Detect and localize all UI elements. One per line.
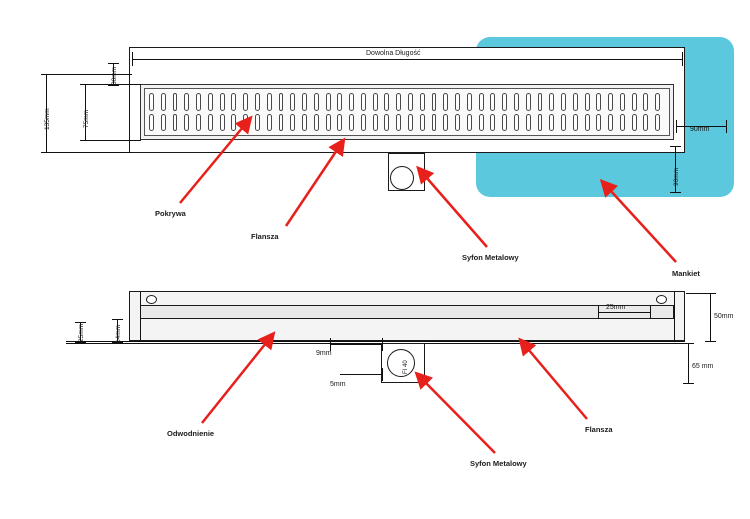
dim-50-tick-b bbox=[705, 341, 716, 342]
grate-slot bbox=[526, 93, 531, 111]
grate-slot bbox=[279, 93, 284, 111]
grate-slot bbox=[208, 93, 213, 111]
grate-slot bbox=[432, 114, 437, 132]
dim-90-height-tick-bot bbox=[670, 192, 681, 193]
grate-slot bbox=[220, 93, 225, 111]
grate-slot bbox=[573, 93, 578, 111]
grate-slot bbox=[420, 114, 425, 132]
grate-slot bbox=[479, 114, 484, 132]
dim-25-right-tick-l bbox=[598, 306, 599, 319]
dim-30-tick-top bbox=[108, 63, 119, 64]
dim-5-line bbox=[340, 374, 382, 375]
grate-slot bbox=[455, 114, 460, 132]
callout-syfon-metalowy: Syfon Metalowy bbox=[462, 253, 519, 262]
dim-9-line bbox=[330, 344, 382, 345]
dim-90-height-tick-top bbox=[670, 146, 681, 147]
dim-9-label: 9mm bbox=[316, 350, 332, 357]
dim-5-tick-r bbox=[382, 368, 383, 381]
callout-pokrywa: Pokrywa bbox=[155, 209, 186, 218]
top-length-dim-tick-right bbox=[682, 52, 683, 66]
dim-90-height-label: 90mm bbox=[673, 167, 680, 186]
grate-slot bbox=[161, 114, 166, 132]
dim-25-right-label: 25mm bbox=[606, 304, 626, 311]
grate-slot bbox=[585, 114, 590, 132]
callout-odwodnienie: Odwodnienie bbox=[167, 429, 215, 438]
grate-slot bbox=[396, 93, 401, 111]
side-bottom-plate bbox=[66, 341, 685, 342]
dim-50-label: 50mm bbox=[714, 313, 734, 320]
dim-75-ext-bot bbox=[85, 140, 141, 141]
side-syfon-fi-label: FI 40 bbox=[403, 360, 409, 374]
grate-slot bbox=[361, 114, 366, 132]
grate-slot bbox=[608, 114, 613, 132]
callout-syfon-metalowy-2: Syfon Metalowy bbox=[470, 459, 527, 468]
grate-slot bbox=[443, 93, 448, 111]
grate-slot bbox=[490, 93, 495, 111]
grate-slot bbox=[479, 93, 484, 111]
grate-slot bbox=[502, 114, 507, 132]
dim-5-label: 5mm bbox=[330, 381, 346, 388]
dim-65-tick-t bbox=[683, 343, 694, 344]
grate-slot bbox=[467, 114, 472, 132]
grate-slot bbox=[538, 93, 543, 111]
grate-slot bbox=[585, 93, 590, 111]
grate-slot bbox=[267, 93, 272, 111]
grate-slot bbox=[549, 93, 554, 111]
dim-30-label: 30mm bbox=[111, 66, 118, 85]
grate-slot bbox=[314, 93, 319, 111]
dim-25-left-tick-t bbox=[75, 322, 86, 323]
dim-135-ext-bot bbox=[46, 152, 132, 153]
grate-slot bbox=[208, 114, 213, 132]
mounting-hole-left bbox=[146, 295, 157, 304]
dim-90-mankiet-label: 90mm bbox=[690, 126, 710, 133]
grate-slot bbox=[279, 114, 284, 132]
side-channel-inner-bar bbox=[140, 305, 674, 319]
top-length-dim-line bbox=[132, 59, 682, 60]
grate-slot bbox=[243, 114, 248, 132]
grate-slot bbox=[290, 93, 295, 111]
grate-slot bbox=[396, 114, 401, 132]
grate-slot bbox=[220, 114, 225, 132]
grate-slot bbox=[620, 114, 625, 132]
dim-90-mankiet-tick-l bbox=[676, 120, 677, 133]
grate-slot bbox=[514, 114, 519, 132]
grate-slot bbox=[337, 114, 342, 132]
grate-slot bbox=[267, 114, 272, 132]
grate-slot bbox=[302, 93, 307, 111]
grate-slot bbox=[549, 114, 554, 132]
grate-slot bbox=[632, 114, 637, 132]
dim-50-ext-t bbox=[686, 293, 712, 294]
grate-slot bbox=[173, 114, 178, 132]
grate-slot bbox=[149, 93, 154, 111]
dim-65-label: 65 mm bbox=[692, 363, 714, 370]
arrow-syfon-2 bbox=[425, 382, 495, 453]
dim-25-left-tick-b bbox=[75, 342, 86, 343]
grate-slot bbox=[196, 93, 201, 111]
callout-flansza: Flansza bbox=[251, 232, 279, 241]
callout-mankiet: Mankiet bbox=[672, 269, 700, 278]
syfon-top-circle bbox=[390, 166, 414, 190]
grate-slot bbox=[184, 114, 189, 132]
dim-14-tick-t bbox=[112, 319, 123, 320]
dim-135-ext-top bbox=[46, 74, 132, 75]
grate-slot bbox=[643, 93, 648, 111]
grate-slot bbox=[514, 93, 519, 111]
grate-slot bbox=[632, 93, 637, 111]
grate-slot bbox=[655, 114, 660, 132]
dim-9-tick-r bbox=[382, 338, 383, 351]
grate-slot bbox=[349, 93, 354, 111]
dim-25-right-line bbox=[598, 312, 650, 313]
grate-slot bbox=[526, 114, 531, 132]
grate-slot bbox=[467, 93, 472, 111]
grate-slot bbox=[337, 93, 342, 111]
dim-14-label: 14mm bbox=[115, 324, 122, 343]
dim-25-left-label: 25mm bbox=[78, 323, 85, 342]
grate-slot bbox=[608, 93, 613, 111]
grate-slot bbox=[596, 114, 601, 132]
grate-slot bbox=[443, 114, 448, 132]
grate-slot bbox=[573, 114, 578, 132]
grate-slot bbox=[326, 93, 331, 111]
grate-slot bbox=[502, 93, 507, 111]
grate-slot bbox=[561, 93, 566, 111]
grate-slot bbox=[373, 114, 378, 132]
grate-slot bbox=[561, 114, 566, 132]
dim-50-line bbox=[710, 293, 711, 341]
side-syfon-circle bbox=[387, 349, 415, 377]
mounting-hole-right bbox=[656, 295, 667, 304]
grate-slot bbox=[161, 93, 166, 111]
grate-slot bbox=[302, 114, 307, 132]
grate-slot bbox=[420, 93, 425, 111]
dim-65-line bbox=[688, 343, 689, 383]
dim-30-tick-bot bbox=[108, 85, 119, 86]
grate-slot bbox=[290, 114, 295, 132]
callout-flansza-2: Flansza bbox=[585, 425, 613, 434]
grate-slot bbox=[196, 114, 201, 132]
grate-slot bbox=[373, 93, 378, 111]
top-length-dim-tick-left bbox=[132, 52, 133, 66]
grate-slot bbox=[490, 114, 495, 132]
top-length-label: Dowolna Długość bbox=[366, 50, 421, 57]
grate-slot bbox=[361, 93, 366, 111]
grate-slot bbox=[255, 93, 260, 111]
grate-slot bbox=[384, 93, 389, 111]
grate-slot bbox=[326, 114, 331, 132]
grate-slot bbox=[432, 93, 437, 111]
grate-slot bbox=[231, 93, 236, 111]
side-right-lip bbox=[674, 291, 675, 341]
arrow-odwodnienie bbox=[202, 343, 266, 423]
grate-slot bbox=[314, 114, 319, 132]
grate-slot bbox=[231, 114, 236, 132]
grate-slot bbox=[538, 114, 543, 132]
dim-75-label: 75mm bbox=[83, 109, 90, 128]
grate-slot bbox=[596, 93, 601, 111]
grate-slot bbox=[655, 93, 660, 111]
dim-135-label: 135mm bbox=[44, 108, 51, 130]
grate-slot bbox=[408, 114, 413, 132]
grate-slot bbox=[255, 114, 260, 132]
grate-slot bbox=[620, 93, 625, 111]
grate-slot bbox=[349, 114, 354, 132]
grate-slot bbox=[455, 93, 460, 111]
grate-slot bbox=[643, 114, 648, 132]
dim-90-mankiet-tick-r bbox=[726, 120, 727, 133]
side-left-lip bbox=[140, 291, 141, 341]
grate-slot bbox=[243, 93, 248, 111]
grate-slot bbox=[384, 114, 389, 132]
arrow-flansza-2 bbox=[528, 349, 587, 419]
arrow-flansza bbox=[286, 150, 337, 226]
dim-65-tick-b bbox=[683, 383, 694, 384]
grate-slot bbox=[408, 93, 413, 111]
dim-25-right-tick-r bbox=[650, 306, 651, 319]
grate-slot bbox=[173, 93, 178, 111]
arrow-mankiet bbox=[610, 190, 676, 262]
grate-cover bbox=[140, 84, 674, 140]
grate-slot bbox=[184, 93, 189, 111]
grate-slot bbox=[149, 114, 154, 132]
